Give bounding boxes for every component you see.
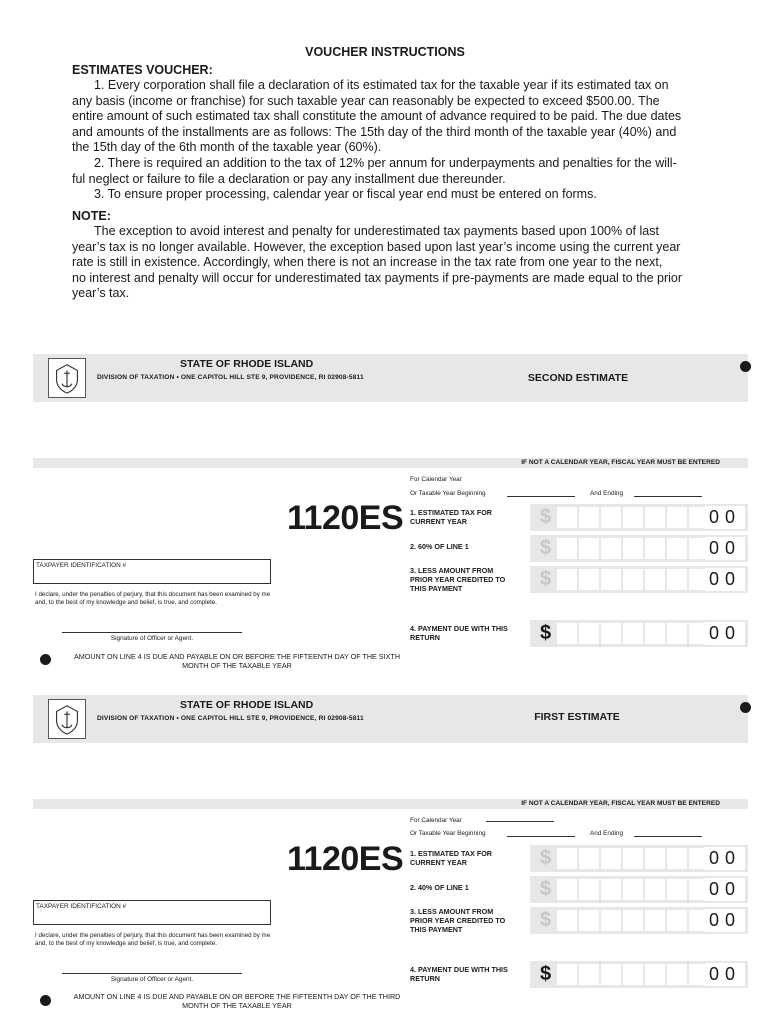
note-line: year’s tax. — [72, 286, 130, 301]
cents: 00 — [705, 878, 745, 901]
item3-line: 3. To ensure proper processing, calendar year or fiscal year end must be entered on forms. — [94, 187, 597, 202]
digit-cell[interactable] — [667, 964, 687, 985]
estimates-voucher-header: ESTIMATES VOUCHER: — [72, 63, 213, 77]
line4-amount-field[interactable] — [530, 620, 748, 647]
digit-cell[interactable] — [557, 910, 577, 931]
digit-cell[interactable] — [623, 910, 643, 931]
digit-cell[interactable] — [557, 964, 577, 985]
form-number: 1120ES — [287, 499, 404, 537]
taxable-year-beginning-field[interactable] — [507, 836, 575, 837]
digit-cell[interactable] — [557, 879, 577, 900]
note-paragraph — [72, 224, 699, 302]
line3-label: 3. LESS AMOUNT FROM PRIOR YEAR CREDITED TO THIS PAYMENT — [410, 566, 506, 593]
estimate-name: SECOND ESTIMATE — [527, 372, 629, 384]
digit-cell[interactable] — [601, 623, 621, 644]
fiscal-year-notice: IF NOT A CALENDAR YEAR, FISCAL YEAR MUST BE ENTERED — [521, 800, 720, 807]
digit-cell[interactable] — [557, 848, 577, 869]
item2-line: 2. There is required an addition to the tax of 12% per annum for underpayments and penalties for the will- — [94, 155, 677, 170]
line1-amount-field[interactable] — [530, 845, 748, 872]
cents: 00 — [705, 909, 745, 932]
digit-cell[interactable] — [579, 623, 599, 644]
digit-cell[interactable] — [601, 507, 621, 528]
digit-cell[interactable] — [645, 623, 665, 644]
line2-label: 2. 40% OF LINE 1 — [410, 883, 469, 892]
for-calendar-year-label: For Calendar Year — [410, 476, 462, 483]
for-calendar-year-label: For Calendar Year — [410, 817, 462, 824]
line3-label: 3. LESS AMOUNT FROM PRIOR YEAR CREDITED TO THIS PAYMENT — [410, 907, 506, 934]
line2-amount-field[interactable] — [530, 535, 748, 562]
digit-cell[interactable] — [667, 879, 687, 900]
dollar-sign: $ — [540, 506, 552, 528]
digit-cell[interactable] — [623, 569, 643, 590]
cents: 00 — [705, 506, 745, 529]
taxable-year-beginning-label: Or Taxable Year Beginning — [410, 830, 486, 837]
dollar-sign: $ — [540, 963, 552, 985]
digit-cell[interactable] — [623, 848, 643, 869]
taxpayer-id-field[interactable] — [33, 900, 271, 925]
signature-line[interactable]: Signature of Officer or Agent. — [62, 632, 242, 642]
cents: 00 — [705, 622, 745, 645]
digit-cell[interactable] — [579, 507, 599, 528]
taxpayer-id-label: TAXPAYER IDENTIFICATION # — [36, 903, 127, 910]
digit-cell[interactable] — [557, 538, 577, 559]
line1-amount-field[interactable] — [530, 504, 748, 531]
note-line: no interest and penalty will occur for underestimated tax payments if pre-payments are made equal to the prior — [72, 270, 683, 285]
item2-line: ful neglect or failure to file a declaration or pay any installment due thereunder. — [72, 171, 506, 186]
digit-cell[interactable] — [623, 879, 643, 900]
digit-cell[interactable] — [645, 964, 665, 985]
digit-cell[interactable] — [645, 507, 665, 528]
signature-line[interactable]: Signature of Officer or Agent. — [62, 973, 242, 983]
digit-cell[interactable] — [623, 538, 643, 559]
rhode-island-seal-icon — [48, 358, 86, 398]
digit-cell[interactable] — [667, 538, 687, 559]
digit-cell[interactable] — [645, 848, 665, 869]
line2-amount-field[interactable] — [530, 876, 748, 903]
digit-cell[interactable] — [623, 623, 643, 644]
perjury-declaration: I declare, under the penalties of perjury, that this document has been examined by me and, to the best of my knowledge and belief, is true, and complete. — [35, 932, 271, 947]
digit-cell[interactable] — [601, 910, 621, 931]
and-ending-field[interactable] — [634, 496, 702, 497]
digit-cell[interactable] — [645, 569, 665, 590]
digit-cell[interactable] — [667, 910, 687, 931]
digit-cell[interactable] — [579, 538, 599, 559]
digit-cell[interactable] — [601, 538, 621, 559]
digit-cell[interactable] — [579, 848, 599, 869]
digit-cell[interactable] — [579, 569, 599, 590]
dollar-sign: $ — [540, 878, 552, 900]
line3-amount-field[interactable] — [530, 566, 748, 593]
line4-label: 4. PAYMENT DUE WITH THIS RETURN — [410, 965, 508, 983]
digit-cell[interactable] — [667, 507, 687, 528]
dollar-sign: $ — [540, 537, 552, 559]
digit-cell[interactable] — [667, 848, 687, 869]
fiscal-year-notice: IF NOT A CALENDAR YEAR, FISCAL YEAR MUST BE ENTERED — [521, 459, 720, 466]
estimate-name: FIRST ESTIMATE — [534, 711, 620, 723]
note-line: The exception to avoid interest and penalty for underestimated tax payments based upon 100% of last — [94, 224, 659, 238]
line4-label: 4. PAYMENT DUE WITH THIS RETURN — [410, 624, 508, 642]
item1-line: 1. Every corporation shall file a declaration of its estimated tax for the taxable year if its estimated tax on — [94, 78, 669, 92]
and-ending-label: And Ending — [590, 490, 624, 497]
punch-hole-icon — [740, 702, 751, 713]
division-address: DIVISION OF TAXATION • ONE CAPITOL HILL STE 9, PROVIDENCE, RI 02908-5811 — [97, 374, 364, 381]
dollar-sign: $ — [540, 622, 552, 644]
taxpayer-id-field[interactable] — [33, 559, 271, 584]
voucher-first-estimate — [0, 695, 770, 1035]
line4-amount-field[interactable] — [530, 961, 748, 988]
taxable-year-beginning-field[interactable] — [507, 496, 575, 497]
item1-line: any basis (income or franchise) for such taxable year can reasonably be expected to exceed $500.00. The — [72, 93, 660, 108]
dollar-sign: $ — [540, 568, 552, 590]
digit-cell[interactable] — [667, 569, 687, 590]
cents: 00 — [705, 568, 745, 591]
digit-cell[interactable] — [579, 910, 599, 931]
digit-cell[interactable] — [645, 538, 665, 559]
perjury-declaration: I declare, under the penalties of perjury, that this document has been examined by me and, to the best of my knowledge and belief, is true, and complete. — [35, 591, 271, 606]
note-line: rate is still in existence. Accordingly, when there is not an increase in the tax rate from one year to the next, — [72, 255, 663, 270]
cents: 00 — [705, 537, 745, 560]
amount-due-note: AMOUNT ON LINE 4 IS DUE AND PAYABLE ON OR BEFORE THE FIFTEENTH DAY OF THE SIXTH MONTH OF THE TAXABLE YEAR — [73, 652, 401, 670]
digit-cell[interactable] — [623, 964, 643, 985]
item1-line: the 15th day of the 6th month of the taxable year (60%). — [72, 140, 382, 155]
digit-cell[interactable] — [623, 507, 643, 528]
rhode-island-seal-icon — [48, 699, 86, 739]
digit-cell[interactable] — [557, 507, 577, 528]
dollar-sign: $ — [540, 909, 552, 931]
punch-hole-icon — [740, 361, 751, 372]
dollar-sign: $ — [540, 847, 552, 869]
digit-cell[interactable] — [601, 964, 621, 985]
form-number: 1120ES — [287, 840, 404, 878]
digit-cell[interactable] — [557, 569, 577, 590]
digit-cell[interactable] — [601, 569, 621, 590]
line1-label: 1. ESTIMATED TAX FOR CURRENT YEAR — [410, 508, 492, 526]
digit-cell[interactable] — [667, 623, 687, 644]
digit-cell[interactable] — [557, 623, 577, 644]
fiscal-year-bar — [33, 799, 748, 809]
division-address: DIVISION OF TAXATION • ONE CAPITOL HILL STE 9, PROVIDENCE, RI 02908-5811 — [97, 715, 364, 722]
digit-cell[interactable] — [645, 910, 665, 931]
note-line: year’s tax is no longer available. However, the exception based upon last year’s income using the current year — [72, 239, 681, 254]
item1-line: entire amount of such estimated tax shall constitute the amount of advance required to be paid. The due dates — [72, 109, 682, 124]
punch-hole-icon — [40, 654, 51, 665]
digit-cell[interactable] — [579, 879, 599, 900]
taxable-year-beginning-label: Or Taxable Year Beginning — [410, 490, 486, 497]
line1-label: 1. ESTIMATED TAX FOR CURRENT YEAR — [410, 849, 492, 867]
cents: 00 — [705, 847, 745, 870]
line2-label: 2. 60% OF LINE 1 — [410, 542, 469, 551]
and-ending-label: And Ending — [590, 830, 624, 837]
amount-due-note: AMOUNT ON LINE 4 IS DUE AND PAYABLE ON OR BEFORE THE FIFTEENTH DAY OF THE THIRD MONTH OF THE TAXABLE YEAR — [73, 992, 401, 1010]
state-name: STATE OF RHODE ISLAND — [180, 358, 314, 370]
digit-cell[interactable] — [579, 964, 599, 985]
taxpayer-id-label: TAXPAYER IDENTIFICATION # — [36, 562, 127, 569]
punch-hole-icon — [40, 995, 51, 1006]
digit-cell[interactable] — [645, 879, 665, 900]
digit-cell[interactable] — [601, 879, 621, 900]
voucher-second-estimate — [0, 354, 770, 694]
fiscal-year-bar — [33, 458, 748, 468]
instructions-title: VOUCHER INSTRUCTIONS — [305, 45, 465, 59]
line3-amount-field[interactable] — [530, 907, 748, 934]
note-header: NOTE: — [72, 209, 111, 223]
cents: 00 — [705, 963, 745, 986]
and-ending-field[interactable] — [634, 836, 702, 837]
instruction-item-1 — [72, 78, 699, 203]
calendar-year-field[interactable] — [486, 821, 554, 822]
item1-line: and amounts of the installments are as follows: The 15th day of the third month of the taxable year (40%) and — [72, 124, 677, 139]
digit-cell[interactable] — [601, 848, 621, 869]
state-name: STATE OF RHODE ISLAND — [180, 699, 314, 711]
